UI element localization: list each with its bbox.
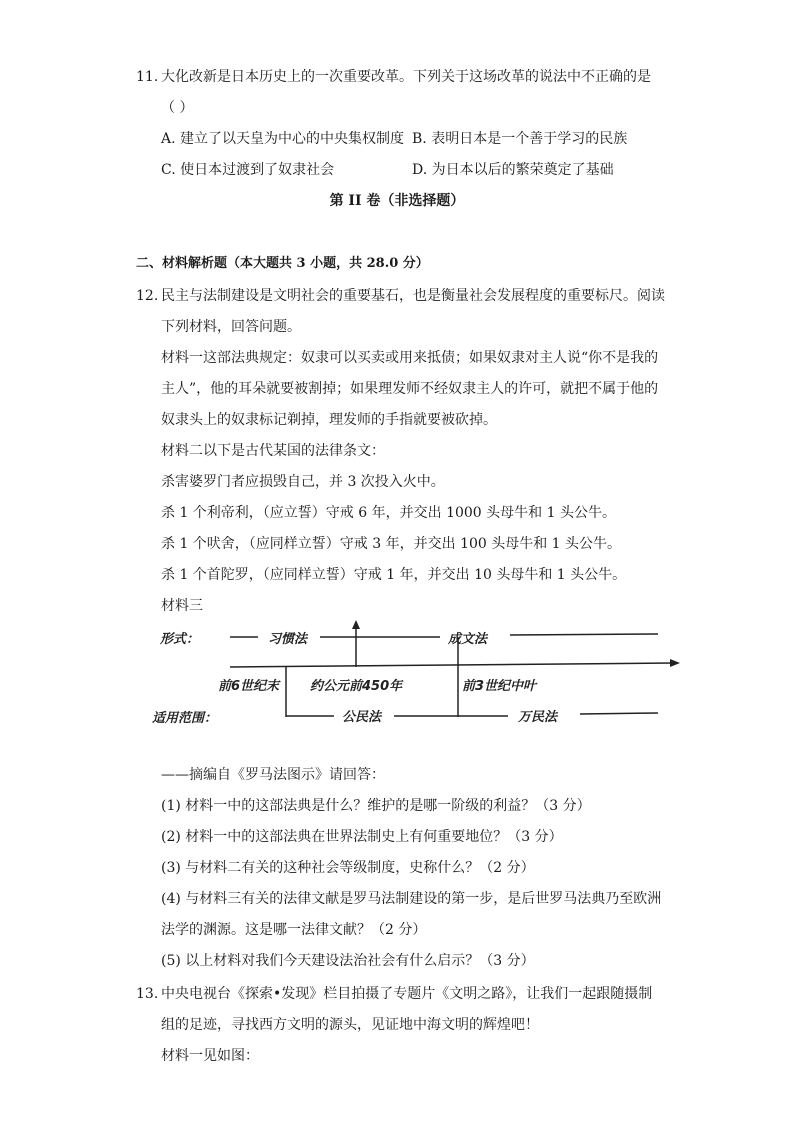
q12-material2-law1: 杀害婆罗门者应损毁自己，并 3 次投入火中。	[161, 474, 445, 490]
q12-intro-line2: 下列材料，回答问题。	[161, 319, 301, 335]
q13-number: 13.	[136, 986, 159, 1002]
diagram-period-3rd-century: 前3世纪中叶	[462, 679, 537, 694]
written-law-line	[510, 634, 658, 635]
q12-material2-law4: 杀 1 个首陀罗，（应同样立誓）守戒 1 年，并交出 10 头母牛和 1 头公牛。	[161, 567, 627, 583]
q13-material1: 材料一见如图：	[161, 1048, 259, 1064]
q12-material2-law3: 杀 1 个吠舍，（应同样立誓）守戒 3 年，并交出 100 头母牛和 1 头公牛。	[161, 536, 622, 552]
q13-intro-line2: 组的足迹，寻找西方文明的源头，见证地中海文明的辉煌吧！	[161, 1017, 539, 1033]
timeline-axis	[230, 663, 672, 667]
q11-option-a: A. 建立了以天皇为中心的中央集权制度	[161, 131, 405, 147]
diagram-form-label: 形式：	[160, 632, 200, 647]
roman-law-timeline-diagram	[150, 615, 690, 730]
law-of-nations-line-right	[580, 713, 658, 714]
q13-intro-line1: 中央电视台《探索•发现》栏目拍摄了专题片《文明之路》，让我们一起跟随摄制	[161, 986, 653, 1002]
q12-material2-title: 材料二以下是古代某国的法律条文：	[161, 443, 385, 459]
diagram-law-of-nations: 万民法	[518, 710, 558, 725]
diagram-scope-label: 适用范围：	[152, 711, 218, 726]
q12-material1-line1: 材料一这部法典规定：奴隶可以买卖或用来抵债；如果奴隶对主人说“你不是我的	[161, 350, 659, 366]
diagram-period-6th-century: 前6世纪末	[218, 679, 280, 694]
q11-number: 11.	[136, 69, 159, 85]
diagram-customary-law: 习惯法	[268, 632, 308, 647]
q11-option-d: D. 为日本以后的繁荣奠定了基础	[412, 162, 614, 178]
q12-diagram-source: ——摘编自《罗马法图示》请回答：	[161, 767, 385, 783]
q12-intro-line1: 民主与法制建设是文明社会的重要基石，也是衡量社会发展程度的重要标尺。阅读	[161, 288, 665, 304]
q12-subquestion-1: (1) 材料一中的这部法典是什么？维护的是哪一阶级的利益？（3 分）	[161, 798, 591, 814]
section-title: 第 II 卷（非选择题）	[329, 193, 465, 209]
diagram-civil-law: 公民法	[342, 710, 382, 725]
q12-subquestion-3: (3) 与材料二有关的这种社会等级制度，史称什么？（2 分）	[161, 860, 535, 876]
q12-subquestion-4-line2: 法学的渊源。这是哪一法律文献？（2 分）	[161, 922, 427, 938]
q12-material1-line3: 奴隶头上的奴隶标记剃掉，理发师的手指就要被砍掉。	[161, 412, 497, 428]
q11-option-b: B. 表明日本是一个善于学习的民族	[412, 131, 628, 147]
q12-number: 12.	[136, 288, 159, 304]
diagram-period-450bc: 约公元前450年	[310, 679, 403, 694]
diagram-written-law: 成文法	[448, 632, 488, 647]
section2-heading: 二、材料解析题（本大题共 3 小题，共 28.0 分）	[136, 256, 429, 271]
q11-option-c: C. 使日本过渡到了奴隶社会	[161, 162, 335, 178]
timeline-arrow-head-icon	[670, 659, 680, 667]
q11-stem: 大化改新是日本历史上的一次重要改革。下列关于这场改革的说法中不正确的是	[161, 69, 651, 85]
q12-material2-law2: 杀 1 个利帝利，（应立誓）守戒 6 年，并交出 1000 头母牛和 1 头公牛。	[161, 505, 616, 521]
q11-answer-blank: （ ）	[161, 100, 194, 116]
q12-subquestion-5: (5) 以上材料对我们今天建设法治社会有什么启示？（3 分）	[161, 953, 535, 969]
upward-arrow-head-icon	[352, 620, 360, 629]
q12-material3-title: 材料三	[161, 598, 203, 614]
q12-material1-line2: 主人”，他的耳朵就要被割掉；如果理发师不经奴隶主人的许可，就把不属于他的	[161, 381, 659, 397]
q12-subquestion-2: (2) 材料一中的这部法典在世界法制史上有何重要地位？（3 分）	[161, 829, 563, 845]
q12-subquestion-4-line1: (4) 与材料三有关的法律文献是罗马法制建设的第一步，是后世罗马法典乃至欧洲	[161, 891, 662, 907]
